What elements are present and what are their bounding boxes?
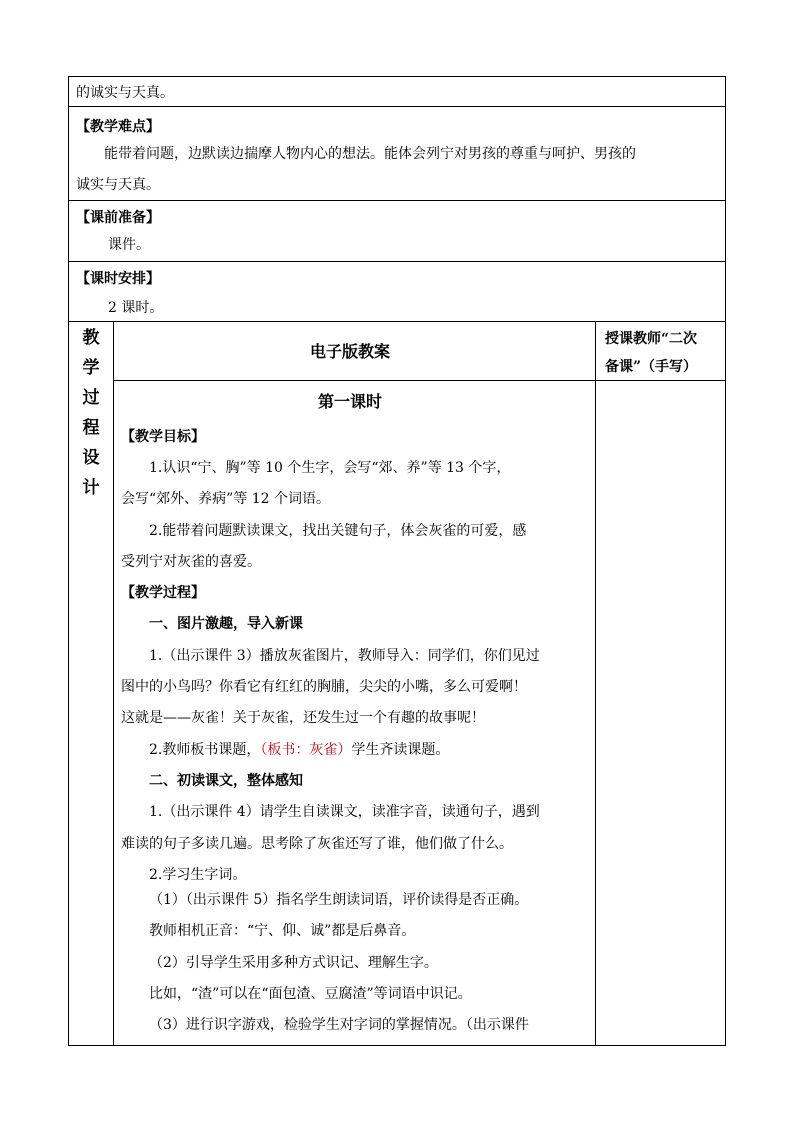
para-2-text-before: 2.教师板书课题，: [149, 742, 261, 758]
objective-continuation: 的诚实与天真。: [76, 85, 174, 101]
column-divider: [113, 321, 114, 1046]
side-label-char: 教: [82, 328, 100, 348]
para-2-text-after: 学生齐读课题。: [351, 742, 450, 758]
para-1-line-1: 1.（出示课件 3）播放灰雀图片，教师导入：同学们，你们见过: [149, 648, 540, 664]
goal-1-line-1: 1.认识“宁、胸”等 10 个生字，会写“郊、养”等 13 个字，: [149, 460, 511, 476]
schedule-heading: 【课时安排】: [76, 271, 160, 287]
header-divider: [113, 380, 726, 381]
side-label-char: 计: [82, 478, 100, 498]
teacher-notes-header-line-2: 备课”（手写）: [605, 359, 698, 375]
schedule-text: 2 课时。: [108, 300, 164, 316]
board-title-note: （板书：灰雀）: [260, 742, 352, 758]
goal-1-line-2: 会写“郊外、养病”等 12 个词语。: [121, 491, 331, 507]
para-1-line-3: 这就是——灰雀！关于灰雀，还发生过一个有趣的故事呢！: [121, 710, 485, 726]
para-3-line-2: 难读的句子多读几遍。思考除了灰雀还写了谁，他们做了什么。: [121, 836, 513, 852]
para-4: 2.学习生字词。: [149, 867, 247, 883]
side-label-char: 过: [82, 388, 100, 408]
difficulty-text-line-1: 能带着问题，边默读边揣摩人物内心的想法。能体会列宁对男孩的尊重与呵护、男孩的: [104, 146, 636, 162]
para-7: （2）引导学生采用多种方式识记、理解生字。: [149, 955, 438, 971]
row-divider: [68, 261, 726, 262]
goal-2-line-1: 2.能带着问题默读课文，找出关键句子，体会灰雀的可爱，感: [149, 523, 527, 539]
row-divider: [68, 200, 726, 201]
row-divider: [68, 106, 726, 107]
para-9: （3）进行识字游戏，检验学生对字词的掌握情况。（出示课件: [149, 1017, 529, 1033]
para-1-line-2: 图中的小鸟吗？你看它有红红的胸脯，尖尖的小嘴，多么可爱啊！: [121, 679, 527, 695]
para-2: [149, 740, 449, 760]
difficulty-text-line-2: 诚实与天真。: [76, 177, 160, 193]
difficulty-heading: 【教学难点】: [76, 119, 160, 135]
goals-heading: 【教学目标】: [121, 429, 205, 445]
para-5: （1）（出示课件 5）指名学生朗读词语，评价读得是否正确。: [149, 892, 529, 908]
side-label-char: 设: [82, 448, 100, 468]
para-8: 比如，“渣”可以在“面包渣、豆腐渣”等词语中识记。: [149, 986, 472, 1002]
para-6: 教师相机正音：“宁、仰、诚”都是后鼻音。: [149, 923, 416, 939]
lesson-title: 第一课时: [318, 392, 383, 411]
para-3-line-1: 1.（出示课件 4）请学生自读课文，读准字音，读通句子，遇到: [149, 804, 540, 820]
side-label-char: 程: [82, 418, 100, 438]
prep-text: 课件。: [108, 237, 150, 253]
section-2-title: 二、初读课文，整体感知: [149, 773, 303, 789]
prep-heading: 【课前准备】: [76, 210, 160, 226]
row-divider: [68, 321, 726, 322]
column-divider: [595, 321, 596, 1046]
process-heading: 【教学过程】: [121, 585, 205, 601]
section-1-title: 一、图片激趣，导入新课: [149, 616, 303, 632]
side-label-char: 学: [82, 358, 100, 378]
teacher-notes-header-line-1: 授课教师“二次: [605, 331, 698, 347]
plan-header-title: 电子版教案: [310, 342, 391, 361]
goal-2-line-2: 受列宁对灰雀的喜爱。: [121, 554, 261, 570]
